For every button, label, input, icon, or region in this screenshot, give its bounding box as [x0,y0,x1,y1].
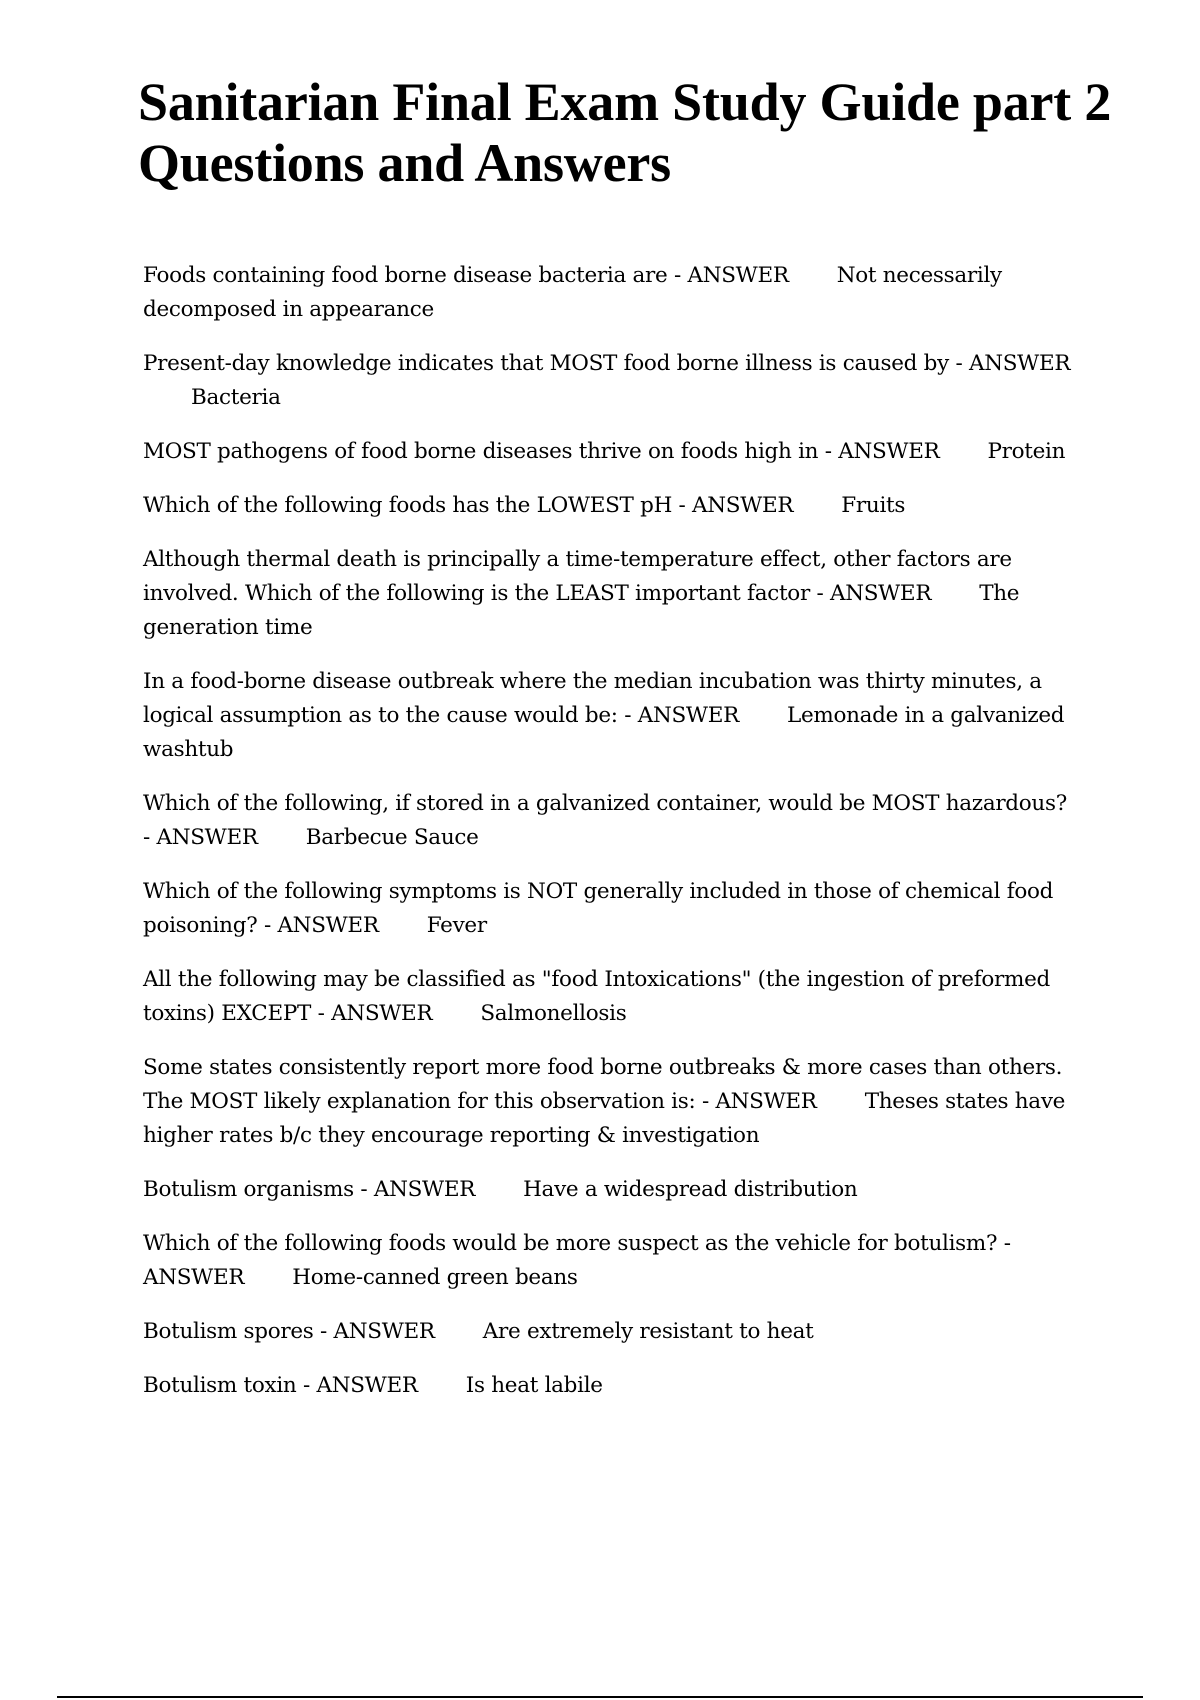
page-title-line-1: Sanitarian Final Exam Study Guide part 2 [138,72,1112,132]
qa-question: Which of the following foods would be more suspect as the vehicle for botulism? - ANSWER [143,1231,1018,1290]
qa-answer: Theses states have higher rates b/c they encourage reporting & investigation [143,1089,1072,1148]
qa-answer: The generation time [143,581,1026,640]
footer-divider [57,1696,1143,1698]
page-title [138,72,1198,194]
qa-answer: Lemonade in a galvanized washtub [143,703,1071,762]
qa-item [143,347,1073,415]
qa-item [143,787,1073,855]
qa-answer: Not necessarily decomposed in appearance [143,263,1009,322]
qa-answer: Protein [987,439,1066,464]
qa-question: In a food-borne disease outbreak where the median incubation was thirty minutes, a logical assumption as to the cause would be: - ANSWER [143,669,1049,728]
qa-question: Which of the following foods has the LOWEST pH - ANSWER [143,493,794,518]
qa-item [143,1173,1073,1207]
qa-answer: Home-canned green beans [292,1265,578,1290]
qa-answer: Fever [426,913,487,938]
qa-item [143,963,1073,1031]
qa-question: Which of the following symptoms is NOT generally included in those of chemical food poisoning? - ANSWER [143,879,1060,938]
qa-question: Botulism toxin - ANSWER [143,1373,418,1398]
qa-item [143,1227,1073,1295]
qa-item [143,1369,1073,1403]
qa-item [143,259,1073,327]
qa-answer: Bacteria [191,385,281,410]
qa-question: Foods containing food borne disease bacteria are - ANSWER [143,263,789,288]
qa-question: All the following may be classified as "food Intoxications" (the ingestion of preformed toxins) EXCEPT - ANSWER [143,967,1057,1026]
qa-answer: Salmonellosis [480,1001,627,1026]
qa-answer: Fruits [841,493,906,518]
qa-item [143,1051,1073,1153]
qa-item [143,875,1073,943]
qa-item [143,665,1073,767]
qa-item [143,543,1073,645]
qa-question: Which of the following, if stored in a galvanized container, would be MOST hazardous? - ANSWER [143,791,1074,850]
qa-question: Botulism spores - ANSWER [143,1319,435,1344]
qa-question: Botulism organisms - ANSWER [143,1177,476,1202]
qa-question: Some states consistently report more food borne outbreaks & more cases than others. The MOST likely explanation for this observation is: - ANSWER [143,1055,1069,1114]
qa-answer: Have a widespread distribution [523,1177,858,1202]
qa-item [143,489,1073,523]
page-title-line-2: Questions and Answers [138,133,671,193]
qa-answer: Are extremely resistant to heat [482,1319,814,1344]
qa-item [143,1315,1073,1349]
qa-list [143,259,1073,1423]
qa-answer: Is heat labile [465,1373,603,1398]
qa-question: Present-day knowledge indicates that MOST food borne illness is caused by - ANSWER [143,351,1071,376]
qa-answer: Barbecue Sauce [305,825,479,850]
qa-item [143,435,1073,469]
qa-question: Although thermal death is principally a time-temperature effect, other factors are involved. Which of the following is the LEAST important factor - ANSWER [143,547,1019,606]
qa-question: MOST pathogens of food borne diseases thrive on foods high in - ANSWER [143,439,940,464]
